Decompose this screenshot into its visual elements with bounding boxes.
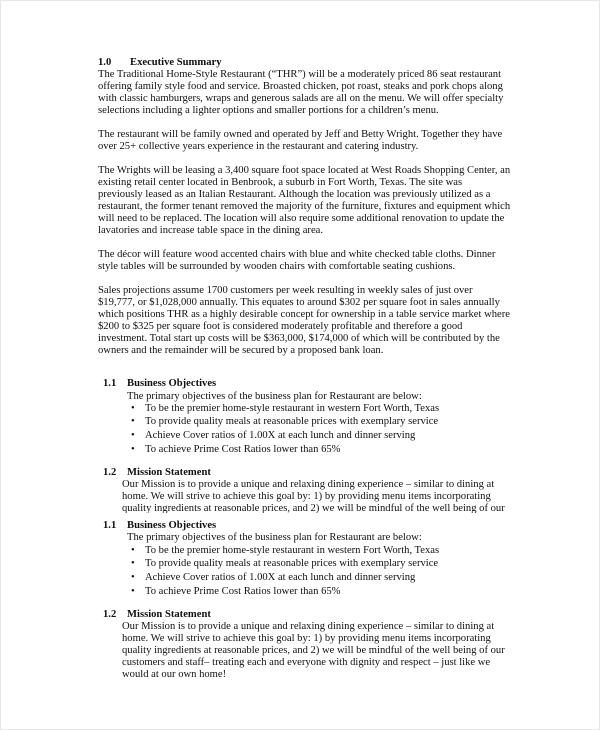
bullet-icon: • <box>131 416 135 427</box>
business-objectives-heading <box>103 520 216 532</box>
section-number: 1.0 <box>98 57 112 68</box>
text-line: existing retail center located in Benbrook, a suburb in Fort Worth, Texas. The site was <box>98 177 463 188</box>
text-line: home. We will strive to achieve this goal by: 1) by providing menu items incorporating <box>122 491 491 502</box>
objective-text: To achieve Prime Cost Ratios lower than 65% <box>145 586 341 597</box>
text-line: customers and staff– treating each and everyone with dignity and respect – just like we <box>122 657 491 668</box>
objectives-intro: The primary objectives of the business plan for Restaurant are below: <box>127 532 422 543</box>
bullet-icon: • <box>131 558 135 569</box>
section-title: Mission Statement <box>127 609 211 620</box>
text-line: owners and the remainder will be secured by a proposed bank loan. <box>98 345 384 356</box>
text-line: The Traditional Home-Style Restaurant (“THR”) will be a moderately priced 86 seat restaurant <box>98 69 502 80</box>
text-line: quality ingredients at reasonable prices, and 2) we will be mindful of the well being of our <box>122 503 505 513</box>
text-line: previously leased as an Italian Restaurant. Although the location was previously utilized as a <box>98 189 491 200</box>
text-line: with classic hamburgers, wraps and generous salads are all on the menu. We will offer specialty <box>98 93 504 104</box>
text-line: $19,777, or $1,028,000 annually. This equates to around $302 per square foot in sales annually <box>98 297 500 308</box>
bullet-icon: • <box>131 403 135 414</box>
text-line: The Wrights will be leasing a 3,400 square foot space located at West Roads Shopping Center, an <box>98 165 511 176</box>
objective-text: To provide quality meals at reasonable prices with exemplary service <box>145 558 439 569</box>
text-line: The décor will feature wood accented chairs with blue and white checked table cloths. Dinner <box>98 249 496 260</box>
objective-text: To achieve Prime Cost Ratios lower than 65% <box>145 444 341 455</box>
mission-statement-heading <box>103 467 211 479</box>
text-line: home. We will strive to achieve this goal by: 1) by providing menu items incorporating <box>122 633 491 644</box>
text-line: would at our own home! <box>122 669 227 680</box>
objective-text: Achieve Cover ratios of 1.00X at each lunch and dinner serving <box>145 572 416 583</box>
text-line: restaurant, the former tenant removed the majority of the furniture, fixtures and equipment which <box>98 201 511 212</box>
mission-text <box>122 621 505 681</box>
text-line: over 25+ collective years experience in the restaurant and catering industry. <box>98 141 419 152</box>
objective-item <box>131 430 416 442</box>
section-number: 1.1 <box>103 378 117 389</box>
objective-item <box>131 558 439 570</box>
text-line: $200 to $325 per square foot is considered moderately profitable and therefore a good <box>98 321 463 332</box>
text-line: The restaurant will be family owned and operated by Jeff and Betty Wright. Together they have <box>98 129 503 140</box>
bullet-icon: • <box>131 430 135 441</box>
exec-paragraph-4 <box>98 249 495 273</box>
objectives-intro: The primary objectives of the business plan for Restaurant are below: <box>127 391 422 402</box>
exec-paragraph-1 <box>98 69 503 117</box>
section-title: Business Objectives <box>127 378 217 389</box>
text-line: Sales projections assume 1700 customers per week resulting in weekly sales of just over <box>98 285 473 296</box>
objective-item <box>131 416 439 428</box>
bullet-icon: • <box>131 444 135 455</box>
section-title: Executive Summary <box>130 57 222 68</box>
objective-text: To be the premier home-style restaurant in western Fort Worth, Texas <box>145 545 440 556</box>
text-line: which positions THR as a highly desirable concept for ownership in a table service market where <box>98 309 510 320</box>
objective-item <box>131 586 341 598</box>
executive-summary-heading <box>98 57 222 69</box>
text-line: Our Mission is to provide a unique and relaxing dining experience – similar to dining at <box>122 479 495 490</box>
text-line: selections including a lighter options and smaller portions for a children’s menu. <box>98 105 439 116</box>
exec-paragraph-5 <box>98 285 510 357</box>
section-title: Mission Statement <box>127 467 211 478</box>
text-line: Our Mission is to provide a unique and relaxing dining experience – similar to dining at <box>122 621 495 632</box>
text-line: lavatories and increase table space in the dining area. <box>98 225 324 236</box>
text-line: quality ingredients at reasonable prices, and 2) we will be mindful of the well being of our <box>122 645 505 656</box>
text-line: style tables will be surrounded by wooden chairs with comfortable seating cushions. <box>98 261 456 272</box>
bullet-icon: • <box>131 586 135 597</box>
objective-item <box>131 444 341 456</box>
business-objectives-heading <box>103 378 216 390</box>
objective-item <box>131 403 440 415</box>
text-line: offering family style food and service. Broasted chicken, pot roast, steaks and pork chops along <box>98 81 503 92</box>
objective-text: To be the premier home-style restaurant in western Fort Worth, Texas <box>145 403 440 414</box>
text-line: will need to be replaced. The location will also require some additional renovation to update the <box>98 213 505 224</box>
text-line: investment. Total start up costs will be $363,000, $174,000 of which will be contributed by the <box>98 333 500 344</box>
section-title: Business Objectives <box>127 520 217 531</box>
objective-item <box>131 545 440 557</box>
exec-paragraph-2 <box>98 129 502 153</box>
objective-text: Achieve Cover ratios of 1.00X at each lunch and dinner serving <box>145 430 416 441</box>
section-number: 1.2 <box>103 609 117 620</box>
objective-item <box>131 572 416 584</box>
bullet-icon: • <box>131 545 135 556</box>
mission-statement-heading <box>103 609 211 621</box>
exec-paragraph-3 <box>98 165 510 237</box>
bullet-icon: • <box>131 572 135 583</box>
section-number: 1.2 <box>103 467 117 478</box>
mission-text-truncated <box>122 479 505 513</box>
objective-text: To provide quality meals at reasonable prices with exemplary service <box>145 416 439 427</box>
section-number: 1.1 <box>103 520 117 531</box>
